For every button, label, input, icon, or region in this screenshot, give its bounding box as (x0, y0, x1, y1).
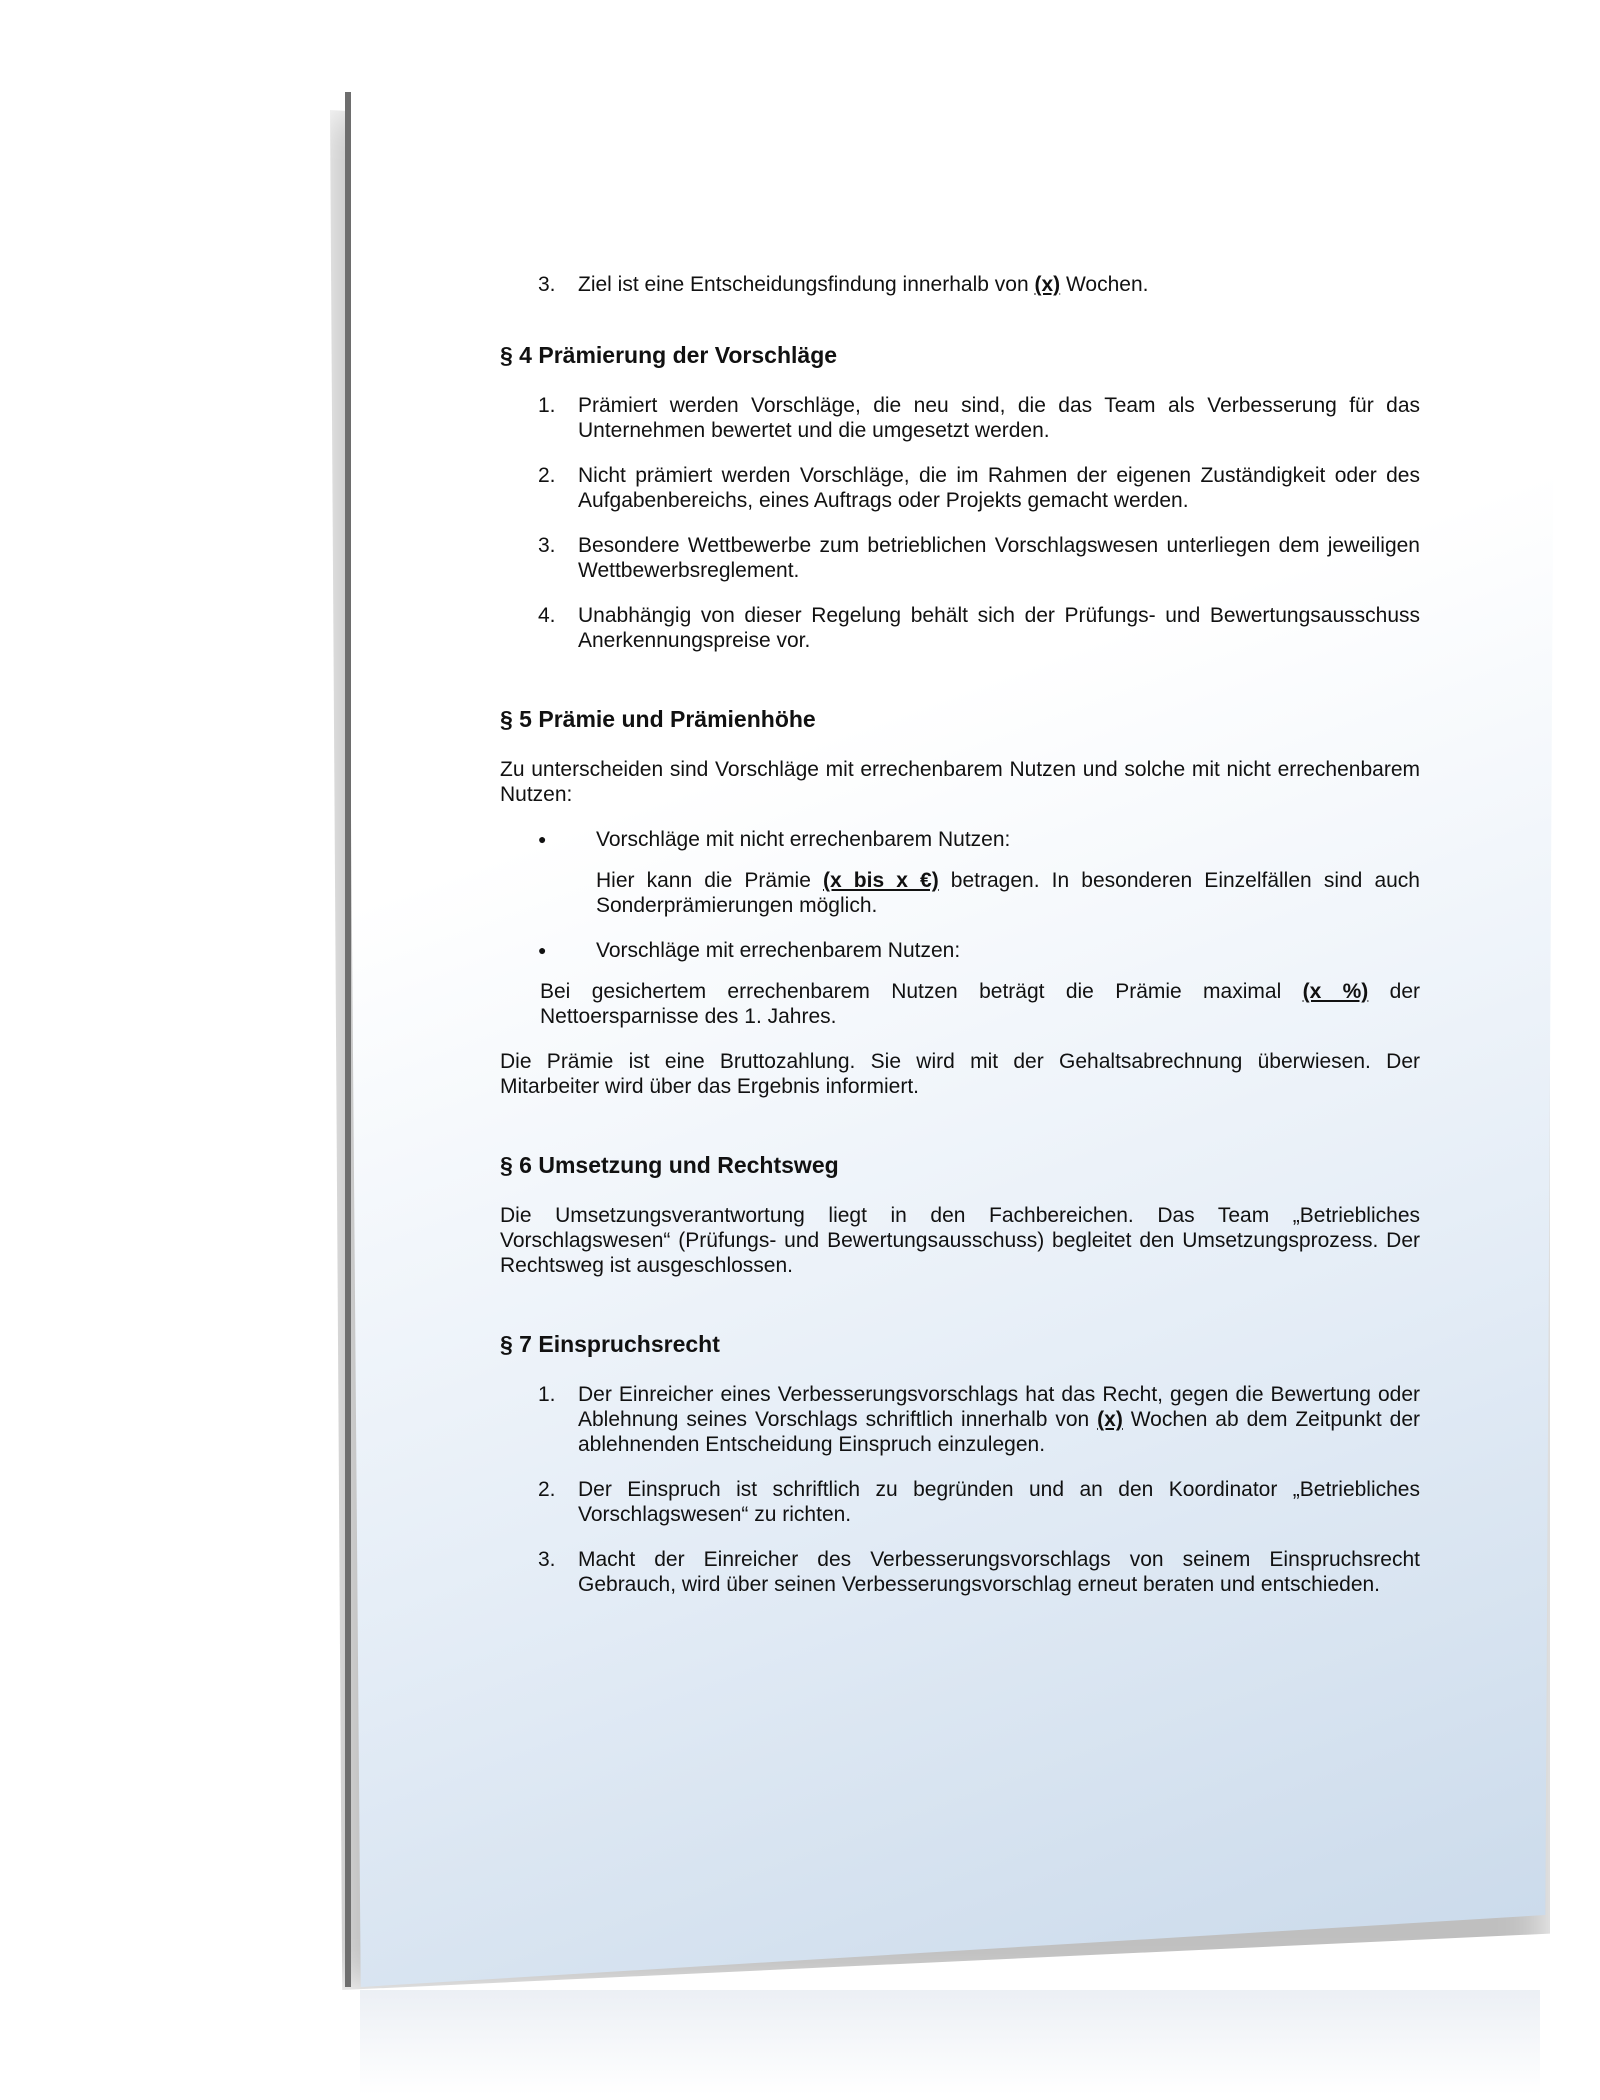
item-number: 3. (538, 1548, 556, 1571)
item-text (578, 272, 1420, 297)
section-heading-4: § 4 Prämierung der Vorschläge (500, 342, 838, 368)
item-text: Unabhängig von dieser Regelung behält sich der Prüfungs- und Bewertungsausschuss Anerkennungspreise vor. (578, 604, 1420, 652)
paragraph (500, 979, 1420, 1029)
text: Ziel ist eine Entscheidungsfindung innerhalb von (578, 273, 1035, 296)
item-text (578, 1382, 1420, 1457)
text: Der Einreicher eines Verbesserungsvorschlags hat das Recht, gegen die Bewertung oder Ablehnung seines Vorschlags schriftlich innerhalb von (578, 1383, 1420, 1431)
item-number: 3. (538, 273, 556, 296)
section-heading-5: § 5 Prämie und Prämienhöhe (500, 706, 816, 732)
list-item (500, 533, 1420, 583)
item-number: 3. (538, 534, 556, 557)
document-page (350, 92, 1545, 1987)
list-item (500, 1547, 1420, 1597)
item-text: Nicht prämiert werden Vorschläge, die im Rahmen der eigenen Zuständigkeit oder des Aufgabenbereichs, eines Auftrags oder Projekts gemacht werden. (578, 464, 1420, 512)
section-4-list (500, 393, 1420, 653)
item-text: Macht der Einreicher des Verbesserungsvorschlags von seinem Einspruchsrecht Gebrauch, wird über seinen Verbesserungsvorschlag erneut beraten und entschieden. (578, 1548, 1420, 1596)
list-item (500, 1382, 1420, 1457)
placeholder-field: (x %) (1302, 980, 1369, 1003)
placeholder-field: (x bis x €) (823, 869, 939, 892)
list-item (500, 463, 1420, 513)
section-heading-6: § 6 Umsetzung und Rechtsweg (500, 1152, 839, 1178)
list-item (500, 272, 1420, 297)
paragraph: Die Umsetzungsverantwortung liegt in den Fachbereichen. Das Team „Betriebliches Vorschlagswesen“ (Prüfungs- und Bewertungsausschuss) begleitet den Umsetzungsprozess. Der Rechtsweg ist ausgeschlossen. (500, 1204, 1420, 1277)
section-heading-7: § 7 Einspruchsrecht (500, 1331, 720, 1357)
text: Bei gesichertem errechenbarem Nutzen beträgt die Prämie maximal (540, 980, 1303, 1003)
bullet-icon: ● (538, 942, 547, 958)
placeholder-field: (x) (1034, 273, 1061, 296)
list-item (500, 603, 1420, 653)
text: betragen. In besonderen Einzelfällen sind auch Sonderprämierungen möglich. (596, 869, 1420, 917)
item-text: Prämiert werden Vorschläge, die neu sind, die das Team als Verbesserung für das Unternehmen bewertet und die umgesetzt werden. (578, 394, 1420, 442)
item-text: Besondere Wettbewerbe zum betrieblichen Vorschlagswesen unterliegen dem jeweiligen Wettbewerbsreglement. (578, 534, 1420, 582)
page-reflection (360, 1990, 1540, 2095)
item-number: 4. (538, 604, 556, 627)
list-item (500, 393, 1420, 443)
paragraph: Zu unterscheiden sind Vorschläge mit errechenbarem Nutzen und solche mit nicht errechenbarem Nutzen: (500, 758, 1420, 806)
item-number: 1. (538, 1383, 556, 1406)
item-text: Der Einspruch ist schriftlich zu begründen und an den Koordinator „Betriebliches Vorschlagswesen“ zu richten. (578, 1478, 1420, 1526)
bullet-item (500, 827, 1420, 852)
list-item (500, 1477, 1420, 1527)
bullet-icon: ● (538, 831, 547, 847)
bullet-text: Vorschläge mit nicht errechenbarem Nutzen: (596, 828, 1011, 851)
bullet-text: Vorschläge mit errechenbarem Nutzen: (596, 939, 961, 962)
item-number: 1. (538, 394, 556, 417)
paragraph (500, 868, 1420, 918)
text: Wochen. (1060, 273, 1149, 296)
item-number: 2. (538, 464, 556, 487)
paragraph: Die Prämie ist eine Bruttozahlung. Sie wird mit der Gehaltsabrechnung überwiesen. Der Mitarbeiter wird über das Ergebnis informiert. (500, 1050, 1420, 1098)
text: Wochen ab dem Zeitpunkt der ablehnenden Entscheidung Einspruch einzulegen. (578, 1408, 1420, 1456)
text: Hier kann die Prämie (596, 869, 824, 892)
item-number: 2. (538, 1478, 556, 1501)
text: der Nettoersparnisse des 1. Jahres. (540, 980, 1421, 1028)
placeholder-field: (x) (1097, 1408, 1123, 1431)
bullet-item (500, 938, 1420, 963)
